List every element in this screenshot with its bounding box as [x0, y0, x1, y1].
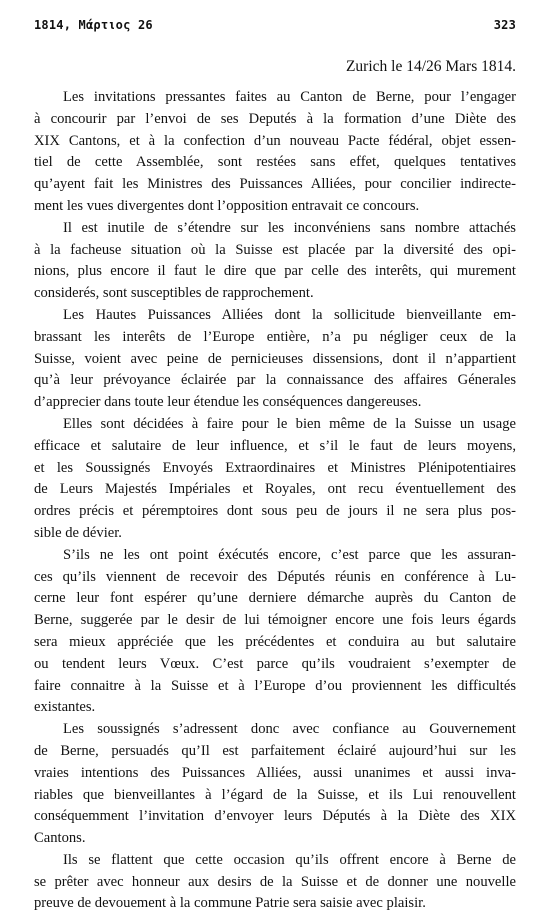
text-line: qu’ayent fait les Ministres des Puissances Alliées, pour concilier indirecte-: [34, 176, 516, 193]
text-line: qu’à leur prévoyance éclairée par la connaissance des affaires Génerales: [34, 372, 516, 389]
page-number: 323: [493, 18, 516, 32]
running-header: [34, 18, 516, 36]
text-line: Ils se flattent que cette occasion qu’ils offrent encore à Berne de: [63, 851, 516, 868]
text-line: Elles sont décidées à faire pour le bien même de la Suisse un usage: [63, 415, 516, 432]
text-line: brassant les interêts de l’Europe entière, n’a pu négliger ceux de la: [34, 328, 516, 345]
text-line: considerés, sont susceptibles de rapprochement.: [34, 285, 314, 302]
header-date: 1814, Μάρτιος 26: [34, 18, 153, 32]
letter-dateline: Zurich le 14/26 Mars 1814.: [345, 58, 516, 75]
text-line: nions, plus encore il faut le dire que par celle des interêts, qui murement: [34, 263, 516, 280]
text-line: Suisse, voient avec peine de pernicieuses dissensions, dont il n’appartient: [34, 350, 516, 367]
text-line: sible de dévier.: [34, 524, 122, 541]
text-line: ces qu’ils viennent de recevoir des Députés réunis en conférence à Lu-: [34, 568, 516, 585]
text-line: Les soussignés s’adressent donc avec confiance au Gouvernement: [63, 721, 516, 738]
text-line: ordres précis et péremptoires dont sous peu de jours il ne sera plus pos-: [34, 503, 516, 520]
text-line: S’ils ne les ont point éxécutés encore, c’est parce que les assuran-: [63, 546, 516, 563]
text-line: existantes.: [34, 699, 96, 716]
paragraph: [34, 850, 516, 915]
text-line: et les Soussignés Envoyés Extraordinaires et Ministres Plénipotentiaires: [34, 459, 516, 476]
text-line: preuve de devouement à la commune Patrie sera saisie avec plaisir.: [34, 895, 426, 912]
text-line: Cantons.: [34, 830, 86, 847]
text-line: à concourir par l’envoi de ses Deputés à la formation d’une Diète des: [34, 110, 516, 127]
text-line: Les Hautes Puissances Alliées dont la sollicitude bienveillante em-: [63, 306, 516, 323]
text-line: de Leurs Majestés Impériales et Royales, ont recu éventuellement des: [34, 481, 516, 498]
text-line: tiel de cette Assemblée, sont restées sans effet, quelques tentatives: [34, 154, 516, 171]
text-line: conséquemment l’invitation d’envoyer leurs Députés à la Diète des XIX: [34, 808, 516, 825]
text-line: ment les vues divergentes dont l’opposition entravait ce concours.: [34, 197, 420, 214]
text-line: efficace et salutaire de leur influence, et s’il le faut de leurs moyens,: [34, 437, 516, 454]
text-line: cerne leur font espérer qu’une derniere démarche auprès du Canton de: [34, 590, 516, 607]
text-line: vraies intentions des Puissances Alliées, aussi unanimes et aussi inva-: [34, 764, 516, 781]
text-line: riables que bienveillantes à l’égard de la Suisse, et ils Lui renouvellent: [34, 786, 516, 803]
paragraph: [34, 87, 516, 218]
text-line: d’apprecier dans toute leur étendue les conséquences dangereuses.: [34, 394, 422, 411]
text-line: faire connaitre à la Suisse et à l’Europe d’ou proviennent les difficultés: [34, 677, 516, 694]
letter-body: [34, 87, 516, 915]
paragraph: [34, 414, 516, 545]
text-line: Il est inutile de s’étendre sur les inconvéniens sans nombre attachés: [63, 219, 516, 236]
paragraph: [34, 545, 516, 719]
text-line: sera mieux appréciée que les précédentes et conduira au but salutaire: [34, 633, 516, 650]
text-line: Les invitations pressantes faites au Canton de Berne, pour l’engager: [63, 89, 516, 105]
paragraph: [34, 218, 516, 305]
text-line: de Berne, persuadés qu’Il est parfaitement éclairé aujourd’hui sur les: [34, 742, 516, 759]
text-line: à la facheuse situation où la Suisse est placée par la diversité des opi-: [34, 241, 516, 258]
text-line: XIX Cantons, et à la confection d’un nouveau Pacte fédéral, objet essen-: [34, 132, 516, 149]
text-line: se prêter avec honneur aux desirs de la Suisse et de donner une nouvelle: [34, 873, 516, 890]
text-line: ou tendent leurs Vœux. C’est parce qu’ils voudraient s’exempter de: [34, 655, 516, 672]
paragraph: [34, 305, 516, 414]
text-line: Berne, suggerée par le desir de lui témoigner encore une fois leurs égards: [34, 612, 516, 629]
paragraph: [34, 719, 516, 850]
